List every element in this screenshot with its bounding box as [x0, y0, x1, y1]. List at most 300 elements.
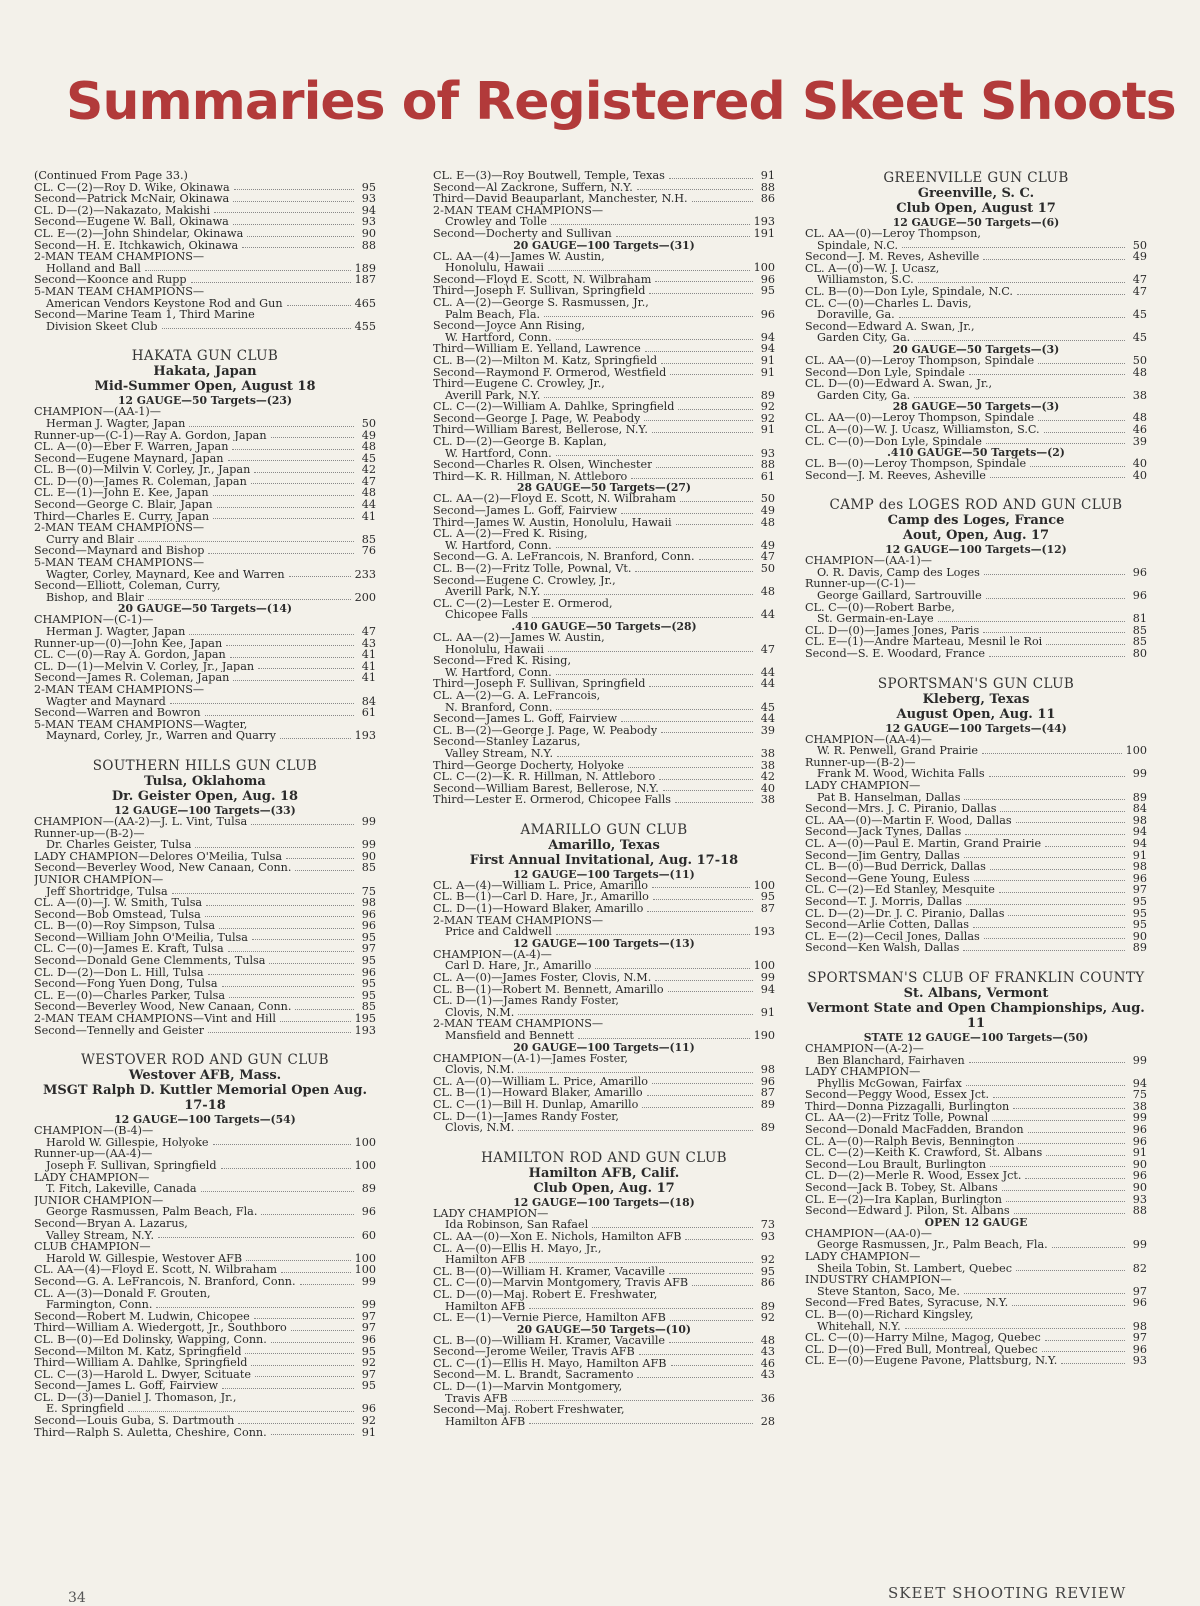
- result-text: CL. AA—(0)—Leroy Thompson, Spindale: [805, 354, 1035, 367]
- dot-leader: [656, 467, 753, 468]
- result-line: [34, 1183, 376, 1195]
- result-text: CL. E—(2)—Cecil Jones, Dallas: [805, 930, 980, 943]
- result-line: [34, 1346, 376, 1358]
- result-line: [805, 931, 1147, 943]
- event-title: Aout, Open, Aug. 17: [902, 528, 1050, 544]
- result-line: [433, 1254, 775, 1266]
- result-text: Second—Donald MacFadden, Brandon: [805, 1124, 1024, 1136]
- score: 193: [354, 1023, 376, 1037]
- result-text: Dr. Charles Geister, Tulsa: [46, 839, 192, 851]
- result-text: Farmington, Conn.: [46, 1299, 153, 1311]
- dot-leader: [1061, 1363, 1125, 1364]
- score: 97: [1132, 1284, 1147, 1298]
- magazine-name: SKEET SHOOTING REVIEW: [888, 1584, 1127, 1602]
- result-text: Hamilton AFB: [445, 1254, 526, 1266]
- result-text: Second—Eugene W. Ball, Okinawa: [34, 216, 229, 228]
- dot-leader: [902, 247, 1125, 248]
- result-line: [34, 707, 376, 719]
- dot-leader: [206, 905, 354, 906]
- score: 99: [1132, 1111, 1147, 1125]
- result-text: Doraville, Ga.: [817, 309, 895, 321]
- result-text: CL. B—(0)—Don Lyle, Spindale, N.C.: [805, 285, 1013, 298]
- score: 95: [1132, 906, 1147, 920]
- result-line: [805, 1170, 1147, 1182]
- dot-leader: [676, 524, 753, 525]
- score: 92: [361, 1356, 376, 1370]
- result-line: [34, 978, 376, 990]
- score: 91: [1132, 848, 1147, 862]
- dot-leader: [1028, 1132, 1125, 1133]
- dot-leader: [642, 1107, 753, 1108]
- result-line: [433, 575, 775, 587]
- gauge-heading: 12 GAUGE—100 Targets—(54): [114, 1113, 296, 1127]
- result-line: [34, 638, 376, 650]
- result-text: CL. AA—(2)—Fritz Tolle, Pownal: [805, 1112, 989, 1125]
- result-line: [433, 1289, 775, 1301]
- dot-leader: [512, 1400, 753, 1401]
- result-text: CL. B—(2)—George J. Page, W. Peabody: [433, 724, 658, 737]
- score: 48: [760, 585, 775, 599]
- score: 86: [760, 192, 775, 206]
- score: 99: [361, 1274, 376, 1288]
- score: 82: [1132, 1261, 1147, 1275]
- dot-leader: [592, 1227, 753, 1228]
- result-line: [805, 1228, 1147, 1240]
- dot-leader: [252, 939, 354, 940]
- gauge-heading: 12 GAUGE—100 Targets—(18): [513, 1195, 695, 1209]
- result-text: CL. A—(0)—J. W. Smith, Tulsa: [34, 897, 203, 909]
- dot-leader: [973, 927, 1125, 928]
- dot-leader: [170, 703, 354, 704]
- score: 193: [753, 925, 775, 939]
- result-line: [805, 803, 1147, 815]
- score: 95: [361, 180, 376, 194]
- result-text: W. Hartford, Conn.: [445, 331, 552, 344]
- dot-leader: [271, 1342, 354, 1343]
- dot-leader: [659, 779, 753, 780]
- dot-leader: [544, 316, 753, 317]
- result-text: CL. D—(2)—Merle R. Wood, Essex Jct.: [805, 1170, 1022, 1183]
- result-line: [34, 511, 376, 523]
- dot-leader: [1014, 1213, 1125, 1214]
- dot-leader: [145, 270, 351, 271]
- score: 40: [1132, 457, 1147, 471]
- dot-leader: [548, 651, 753, 652]
- result-line: [433, 493, 775, 505]
- result-line: [34, 1276, 376, 1288]
- result-line: [805, 613, 1147, 625]
- score: 100: [354, 1135, 376, 1149]
- result-line: [34, 1253, 376, 1265]
- result-line: [433, 1053, 775, 1065]
- score: 45: [1132, 308, 1147, 322]
- dot-leader: [556, 934, 750, 935]
- result-text: Second—H. E. Itchkawich, Okinawa: [34, 239, 239, 252]
- dot-leader: [1030, 466, 1125, 467]
- result-text: Second—Donald Gene Clemments, Tulsa: [34, 955, 266, 967]
- result-line: [433, 205, 775, 217]
- dot-leader: [671, 1365, 754, 1366]
- result-text: CL. E—(2)—Ira Kaplan, Burlington: [805, 1193, 1002, 1206]
- dot-leader: [247, 236, 354, 237]
- score: 96: [361, 965, 376, 979]
- result-text: CL. A—(4)—William L. Price, Amarillo: [433, 879, 649, 892]
- dot-leader: [261, 1214, 354, 1215]
- result-text: CHAMPION—(A-2)—: [805, 1042, 924, 1055]
- result-text: (Continued From Page 33.): [34, 170, 188, 182]
- result-line: [805, 240, 1147, 252]
- result-text: Second—S. E. Woodard, France: [805, 648, 986, 660]
- result-line: [433, 702, 775, 714]
- result-text: Second—Edward A. Swan, Jr.,: [805, 320, 975, 333]
- result-line: [433, 891, 775, 903]
- result-line: [805, 1355, 1147, 1367]
- result-text: Valley Stream, N.Y.: [46, 1229, 155, 1242]
- dot-leader: [990, 869, 1125, 870]
- result-line: [433, 995, 775, 1007]
- result-text: Holland and Ball: [46, 262, 141, 275]
- score: 100: [354, 1263, 376, 1277]
- result-text: CHAMPION—(AA-0)—: [805, 1227, 932, 1240]
- result-text: LADY CHAMPION—Delores O'Meilia, Tulsa: [34, 850, 283, 863]
- result-text: Spindale, N.C.: [817, 239, 899, 252]
- result-line: [805, 1101, 1147, 1113]
- dot-leader: [670, 1320, 753, 1321]
- score: 94: [1132, 825, 1147, 839]
- result-line: [805, 1043, 1147, 1055]
- result-line: [433, 1099, 775, 1111]
- dot-leader: [162, 328, 351, 329]
- score: 100: [753, 959, 775, 973]
- score: 85: [361, 1000, 376, 1014]
- result-line: [805, 1066, 1147, 1078]
- result-text: Second—Fong Yuen Dong, Tulsa: [34, 978, 218, 990]
- result-line: [34, 816, 376, 828]
- column-3: [805, 170, 1147, 1383]
- score: 49: [361, 428, 376, 442]
- result-line: [433, 736, 775, 748]
- score: 96: [1132, 1169, 1147, 1183]
- result-text: St. Germain-en-Laye: [817, 613, 934, 625]
- score: 100: [753, 261, 775, 275]
- score: 89: [760, 1121, 775, 1135]
- dot-leader: [675, 802, 753, 803]
- result-line: [34, 1392, 376, 1404]
- score: 91: [760, 169, 775, 182]
- event-title: Mid-Summer Open, August 18: [94, 379, 316, 395]
- dot-leader: [271, 1434, 354, 1435]
- result-text: W. Hartford, Conn.: [445, 539, 552, 552]
- score: 195: [354, 1012, 376, 1026]
- result-text: Third—William A. Dahlke, Springfield: [34, 1357, 248, 1369]
- result-line: [34, 1427, 376, 1439]
- result-line: [34, 499, 376, 511]
- result-line: [805, 1194, 1147, 1206]
- score: 50: [1132, 353, 1147, 367]
- result-text: CL. C—(0)—Ray A. Gordon, Japan: [34, 649, 226, 661]
- dot-leader: [647, 911, 753, 912]
- result-line: [433, 390, 775, 402]
- score: 85: [1132, 635, 1147, 649]
- result-line: [34, 730, 376, 742]
- shoot-summary: [805, 676, 1147, 954]
- score: 99: [361, 1298, 376, 1312]
- result-line: [433, 678, 775, 690]
- score: 91: [760, 353, 775, 367]
- shoot-summary: [34, 348, 376, 742]
- score: 60: [361, 1228, 376, 1242]
- result-text: Second—Al Zackrone, Suffern, N.Y.: [433, 181, 633, 194]
- event-title: Vermont State and Open Championships, Aug. 11: [807, 1000, 1145, 1031]
- result-text: Whitehall, N.Y.: [817, 1320, 901, 1333]
- result-line: [805, 263, 1147, 275]
- result-text: CL. A—(0)—W. J. Ucasz, Williamston, S.C.: [805, 423, 1040, 436]
- result-line: [34, 943, 376, 955]
- result-text: Garden City, Ga.: [817, 389, 911, 402]
- score: 98: [1132, 1319, 1147, 1333]
- dot-leader: [544, 594, 753, 595]
- result-text: CL. B—(0)—William H. Kramer, Vacaville: [433, 1265, 666, 1278]
- result-line: [34, 487, 376, 499]
- score: 95: [1132, 894, 1147, 908]
- dot-leader: [692, 1285, 753, 1286]
- result-text: 2-MAN TEAM CHAMPIONS—: [34, 683, 205, 696]
- event-title: First Annual Invitational, Aug. 17-18: [469, 852, 739, 868]
- result-text: Third—Joseph F. Sullivan, Springfield: [433, 285, 646, 297]
- result-line: [433, 285, 775, 297]
- dot-leader: [1038, 420, 1125, 421]
- dot-leader: [964, 857, 1125, 858]
- score: 99: [361, 838, 376, 852]
- result-text: CL. D—(0)—Maj. Robert E. Freshwater,: [433, 1288, 658, 1301]
- score: 48: [1132, 411, 1147, 425]
- score: 38: [760, 746, 775, 760]
- result-text: Runner-up—(C-1)—: [805, 578, 916, 591]
- result-line: [433, 655, 775, 667]
- result-text: Second—Jack B. Tobey, St. Albans: [805, 1182, 998, 1194]
- result-line: [433, 216, 775, 228]
- result-text: CL. C—(3)—Harold L. Dwyer, Scituate: [34, 1368, 251, 1381]
- result-text: W. Hartford, Conn.: [445, 666, 552, 679]
- dot-leader: [653, 899, 753, 900]
- result-line: [805, 1321, 1147, 1333]
- result-line: [433, 228, 775, 240]
- result-text: CL. AA—(4)—Floyd E. Scott, N. Wilbraham: [34, 1264, 277, 1276]
- score: 46: [1132, 422, 1147, 436]
- result-text: Second—Patrick McNair, Okinawa: [34, 193, 230, 205]
- dot-leader: [1000, 811, 1125, 812]
- score: 96: [361, 919, 376, 933]
- score: 44: [361, 498, 376, 512]
- page-number: 34: [68, 1590, 86, 1606]
- result-line: [805, 919, 1147, 931]
- result-line: [805, 1147, 1147, 1159]
- dot-leader: [1016, 822, 1125, 823]
- result-text: Joseph F. Sullivan, Springfield: [46, 1160, 217, 1172]
- club-name: AMARILLO GUN CLUB: [520, 821, 688, 838]
- dot-leader: [269, 963, 354, 964]
- result-line: [805, 1286, 1147, 1298]
- score: 189: [354, 261, 376, 275]
- result-line: [433, 505, 775, 517]
- result-text: CL. D—(2)—Nakazato, Makishi: [34, 204, 211, 217]
- result-line: [433, 528, 775, 540]
- score: 98: [760, 1063, 775, 1077]
- dot-leader: [242, 247, 354, 248]
- result-line: [433, 1231, 775, 1243]
- dot-leader: [208, 974, 354, 975]
- gauge-heading: .410 GAUGE—50 Targets—(28): [511, 619, 697, 633]
- result-text: CL. D—(0)—Fred Bull, Montreal, Quebec: [805, 1343, 1038, 1356]
- result-line: [805, 602, 1147, 614]
- score: 93: [760, 446, 775, 460]
- result-text: CL. D—(1)—Howard Blaker, Amarillo: [433, 903, 644, 915]
- result-line: [433, 667, 775, 679]
- result-text: Second—Mrs. J. C. Piranio, Dallas: [805, 803, 997, 815]
- result-line: [805, 355, 1147, 367]
- result-line: [34, 464, 376, 476]
- result-text: N. Branford, Conn.: [445, 701, 553, 714]
- result-text: Second—James L. Goff, Fairview: [433, 713, 618, 725]
- result-line: [34, 430, 376, 442]
- score: 28: [760, 1414, 775, 1428]
- result-line: [805, 1055, 1147, 1067]
- result-line: [34, 1380, 376, 1392]
- score: 95: [361, 988, 376, 1002]
- result-line: [805, 590, 1147, 602]
- dot-leader: [189, 426, 354, 427]
- result-line: [34, 193, 376, 205]
- score: 47: [361, 474, 376, 488]
- score: 94: [760, 982, 775, 996]
- result-text: Second—Stanley Lazarus,: [433, 736, 581, 748]
- result-text: 2-MAN TEAM CHAMPIONS—: [34, 251, 205, 263]
- result-text: CL. A—(0)—James Foster, Clovis, N.M.: [433, 972, 652, 984]
- dot-leader: [982, 753, 1122, 754]
- result-text: Third—William Barest, Bellerose, N.Y.: [433, 424, 648, 437]
- score: 49: [760, 538, 775, 552]
- result-text: Second—Lou Brault, Burlington: [805, 1158, 987, 1171]
- result-text: CL. E—(1)—Vernie Pierce, Hamilton AFB: [433, 1312, 666, 1324]
- dot-leader: [644, 420, 753, 421]
- gauge-heading: 20 GAUGE—50 Targets—(3): [892, 342, 1060, 356]
- result-text: Second—Jim Gentry, Dallas: [805, 849, 960, 862]
- result-line: [433, 632, 775, 644]
- dot-leader: [914, 397, 1125, 398]
- result-text: Frank M. Wood, Wichita Falls: [817, 768, 985, 780]
- dot-leader: [986, 443, 1125, 444]
- result-line: [34, 1001, 376, 1013]
- result-text: CHAMPION—(AA-2)—J. L. Vint, Tulsa: [34, 815, 248, 828]
- result-text: Clovis, N.M.: [445, 1006, 515, 1019]
- score: 95: [361, 1379, 376, 1393]
- result-text: CL. A—(0)—Eber F. Warren, Japan: [34, 441, 229, 453]
- dot-leader: [983, 259, 1125, 260]
- result-text: CL. C—(2)—William A. Dahlke, Springfield: [433, 401, 675, 413]
- result-line: [805, 636, 1147, 648]
- dot-leader: [233, 680, 354, 681]
- result-text: CL. E—(2)—John Shindelar, Okinawa: [34, 227, 244, 240]
- result-text: CL. B—(0)—Ed Dolinsky, Wapping, Conn.: [34, 1333, 267, 1346]
- dot-leader: [229, 997, 354, 998]
- dot-leader: [990, 477, 1125, 478]
- result-line: [34, 1195, 376, 1207]
- result-text: Second—J. M. Reves, Asheville: [805, 251, 980, 263]
- result-text: CL. D—(2)—Dr. J. C. Piranio, Dallas: [805, 907, 1005, 920]
- result-text: Crowley and Tolle: [445, 216, 547, 228]
- score: 90: [1132, 1157, 1147, 1171]
- dot-leader: [992, 1120, 1125, 1121]
- result-text: CL. A—(2)—George S. Rasmussen, Jr.,: [433, 296, 649, 309]
- result-line: [805, 378, 1147, 390]
- result-line: [805, 648, 1147, 660]
- result-text: 2-MAN TEAM CHAMPIONS—: [433, 204, 604, 217]
- result-line: [34, 909, 376, 921]
- score: 95: [1132, 918, 1147, 932]
- score: 97: [361, 1367, 376, 1381]
- result-text: CHAMPION—(A-4)—: [433, 948, 552, 961]
- dot-leader: [661, 363, 753, 364]
- result-text: CHAMPION—(AA-1)—: [805, 555, 932, 567]
- result-text: W. Hartford, Conn.: [445, 447, 552, 460]
- score: 90: [361, 226, 376, 240]
- club-location: St. Albans, Vermont: [903, 985, 1049, 1001]
- result-text: CL. AA—(4)—James W. Austin,: [433, 250, 605, 263]
- result-text: Second—Warren and Bowron: [34, 707, 201, 719]
- score: 50: [1132, 238, 1147, 252]
- score: 96: [760, 1074, 775, 1088]
- dot-leader: [233, 201, 354, 202]
- dot-leader: [208, 1032, 351, 1033]
- score: 89: [361, 1182, 376, 1196]
- score: 87: [760, 902, 775, 916]
- shoot-summary: [805, 170, 1147, 481]
- result-line: [34, 170, 376, 182]
- result-text: American Vendors Keystone Rod and Gun: [46, 297, 283, 310]
- score: 86: [760, 1276, 775, 1290]
- score: 93: [1132, 1354, 1147, 1368]
- dot-leader: [556, 709, 753, 710]
- dot-leader: [999, 892, 1125, 893]
- result-line: [433, 1369, 775, 1381]
- dot-leader: [1018, 1143, 1125, 1144]
- result-line: [433, 1277, 775, 1289]
- score: 39: [1132, 434, 1147, 448]
- score: 50: [361, 416, 376, 430]
- result-text: Second—Jack Tynes, Dallas: [805, 826, 962, 838]
- score: 50: [760, 562, 775, 575]
- gauge-heading: OPEN 12 GAUGE: [924, 1215, 1028, 1229]
- result-text: Harold W. Gillespie, Holyoke: [46, 1136, 209, 1149]
- dot-leader: [990, 1166, 1125, 1167]
- result-text: W. R. Penwell, Grand Prairie: [817, 745, 979, 757]
- result-text: CL. E—(1)—John E. Kee, Japan: [34, 487, 209, 500]
- result-line: [34, 1218, 376, 1230]
- result-line: [34, 1206, 376, 1218]
- score: 97: [1132, 883, 1147, 897]
- result-text: CHAMPION—(A-1)—James Foster,: [433, 1052, 628, 1065]
- result-line: [805, 274, 1147, 286]
- result-text: Hamilton AFB: [445, 1415, 526, 1428]
- result-text: CL. A—(0)—Ralph Bevis, Bennington: [805, 1135, 1015, 1148]
- result-text: CL. C—(2)—Roy D. Wike, Okinawa: [34, 181, 230, 194]
- result-text: Second—J. M. Reeves, Asheville: [805, 469, 986, 482]
- club-location: Greenville, S. C.: [917, 186, 1035, 201]
- dot-leader: [918, 282, 1125, 283]
- score: 38: [760, 793, 775, 807]
- club-name: GREENVILLE GUN CLUB: [883, 170, 1069, 186]
- result-line: [34, 321, 376, 333]
